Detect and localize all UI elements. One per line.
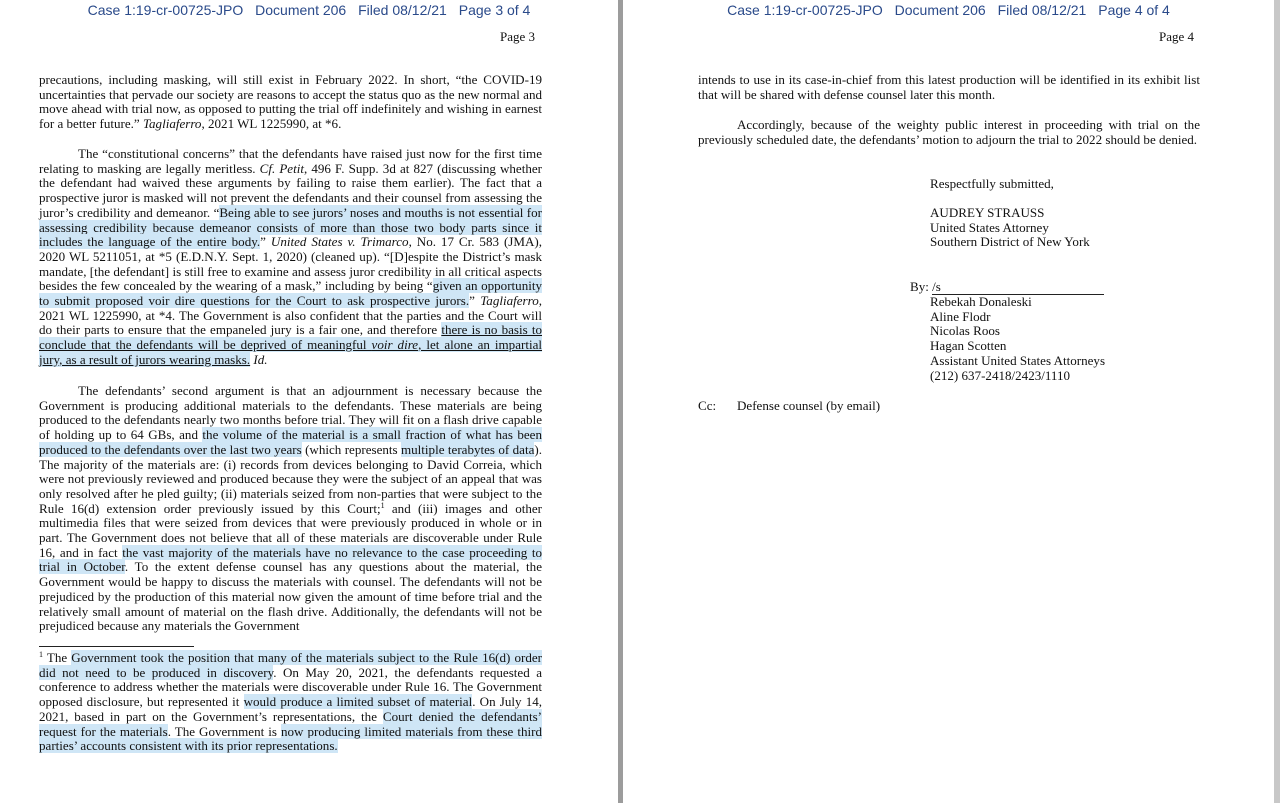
page-3 [0,0,618,803]
document-number: Document 206 [255,2,347,18]
attorney-list [930,295,1105,383]
body-text [39,147,542,368]
body-text [698,118,1200,147]
footnote-ref[interactable]: 1 [380,500,385,510]
signature: /s [932,279,941,294]
paragraph: The “constitutional concerns” that the defendants have raised just now for the first time relating to masking are legally meritless. Cf. Petit, 496 F. Supp. 3d at 827 (discussing whether the defendant had waived these arguments by failing to raise them earlier). The fact that a prospective juror is masked will not prevent the defendants and their counsel from assessing the juror’s credibility and demeanor. “Being able to see jurors’ noses and mouths is not essential for assessing credibility because demeanor consists of more than those two body parts since it includes the language of the entire body.” United States v. Trimarco, No. 17 Cr. 583 (JMA), 2020 WL 5211051, at *5 (E.D.N.Y. Sept. 1, 2020) (cleaned up). “[D]espite the District’s mask mandate, [the defendant] is still free to examine and assess juror credibility in all critical aspects besides the few concealed by the wearing of a mask,” including by being “given an opportunity to submit proposed voir dire questions for the Court to ask prospective jurors.” Tagliaferro, 2021 WL 1225990, at *4. The Government is also confident that the parties and the Court will do their parts to ensure that the empaneled jury is a fair one, and therefore there is no basis to conclude that the defendants will be deprived of meaningful voir dire, let alone an impartial jury, as a result of jurors wearing masks. Id. [39,146,543,367]
paragraph: precautions, including masking, will still exist in February 2022. In short, “the COVID-19 uncertainties that pervade our society are reasons to accept the status quo as the new normal and move ahead with trial now, as opposed to putting the trial off indefinitely and wishing in earnest for a better future.” Tagliaferro, 2021 WL 1225990, at *6. [39,72,542,132]
cc-label: Cc: [698,398,717,413]
attorney-name: Hagan Scotten [930,338,1007,354]
footnote-number: 1 [39,650,43,659]
filed-date: Filed 08/12/21 [358,2,447,18]
highlight: now producing limited materials from these third parties’ accounts consistent with its prior representations. [39,723,542,754]
paragraph: intends to use in its case-in-chief from this latest production will be identified in its exhibit list that will be shared with defense counsel later this month. [698,72,1200,102]
highlight: given an opportunity to submit proposed voir dire questions for the Court to ask prospective jurors. [39,278,542,309]
by-label: By: [910,279,929,294]
footnote-divider [39,646,194,647]
signature-field [932,281,1104,295]
signer-name: AUDREY STRAUSS [930,205,1045,220]
body-text [698,73,1200,102]
page-4 [623,0,1274,803]
footnote: $^1$ The Government took the position that many of the materials subject to the Rule 16(d) order did not need to be produced in discovery. On May 20, 2021, the defendants requested a conference to address whether the materials were discoverable under Rule 16. The Government opposed disclosure, but represented it would produce a limited subset of material. On July 14, 2021, based in part on the Government’s representations, the Court denied the defendants’ request for the materials. The Government is now producing limited materials from these third parties’ accounts consistent with its prior representations. [39,650,542,754]
highlight: Being able to see jurors’ noses and mouths is not essential for assessing credibility because demeanor consists of more than those two body parts since it includes the language of the entire body. [39,204,542,250]
cc-line [698,398,880,414]
signature-line [910,280,1104,295]
scrollbar-track[interactable] [1274,0,1280,803]
cc-recipient: Defense counsel (by email) [737,398,881,413]
attorney-title: Assistant United States Attorneys [930,352,1106,368]
document-number: Document 206 [894,2,986,18]
paragraph: Accordingly, because of the weighty public interest in proceeding with trial on the previously scheduled date, the defendants’ motion to adjourn the trial to 2022 should be denied. [698,117,1200,147]
body-text [39,73,542,132]
phone-number: (212) 637-2418/2423/1110 [930,367,1070,383]
page-number: Page 3 [499,29,535,44]
signer-district: Southern District of New York [930,234,1090,250]
paragraph: The defendants’ second argument is that an adjournment is necessary because the Government is producing additional materials to the defendants. These materials are being produced to the defendants nearly two months before trial. They will fit on a flash drive capable of holding up to 64 GBs, and the volume of the material is a small fraction of what has been produced to the defendants over the last two years (which represents multiple terabytes of data). The majority of the materials are: (i) records from devices belonging to David Correia, which were not previously reviewed and produced because they were the subject of an appeal that was only resolved after he pled guilty; (ii) materials seized from non-parties that were subject to the Rule 16(d) extension order previously issued by this Court;$^1$ and (iii) images and other multimedia files that were seized from devices that were previously produced in whole or in part. The Government does not believe that all of these materials are discoverable under Rule 16, and in fact the vast majority of the materials have no relevance to the case proceeding to trial in October. To the extent defense counsel has any questions about the material, the Government would be happy to discuss the materials with counsel. The defendants will not be prejudiced by the production of this material now given the amount of time before trial and the relatively small amount of material on the flash drive. Additionally, the defendants will not be prejudiced because any materials the Government [39,383,543,634]
attorney-name: Aline Flodr [930,308,991,324]
highlight: would produce a limited subset of material [243,694,473,710]
case-number: Case 1:19-cr-00725-JPO [727,2,883,18]
highlight: the vast majority of the materials have no relevance to the case proceeding to trial in October [39,544,542,575]
ecf-header-stamp [623,2,1274,18]
highlight: voir dire [371,337,419,353]
attorney-name: Rebekah Donaleski [930,294,1032,309]
signer-title: United States Attorney [930,219,1049,235]
ecf-header-stamp [0,2,618,18]
page-of: Page 4 of 4 [1098,2,1170,18]
highlight: the volume of the material is a small fraction of what has been produced to the defendants over the last two years [39,427,542,457]
highlight: , let alone an impartial jury, as a result of jurors wearing masks. [39,337,543,367]
body-text [39,384,542,634]
highlight: Court denied the defendants’ request for the materials [39,708,542,739]
signer-block [930,206,1090,250]
filed-date: Filed 08/12/21 [997,2,1087,18]
highlight: there is no basis to conclude that the defendants will be deprived of meaningful [39,322,542,353]
attorney-name: Nicolas Roos [930,323,1000,339]
highlight: multiple terabytes of data [401,441,535,457]
highlight: Government took the position that many of the materials subject to the Rule 16(d) order did not need to be produced in discovery [39,650,542,680]
page-number: Page 4 [1158,29,1194,44]
page-of: Page 3 of 4 [458,2,531,18]
case-number: Case 1:19-cr-00725-JPO [87,2,244,18]
closing: Respectfully submitted, [930,176,1054,191]
